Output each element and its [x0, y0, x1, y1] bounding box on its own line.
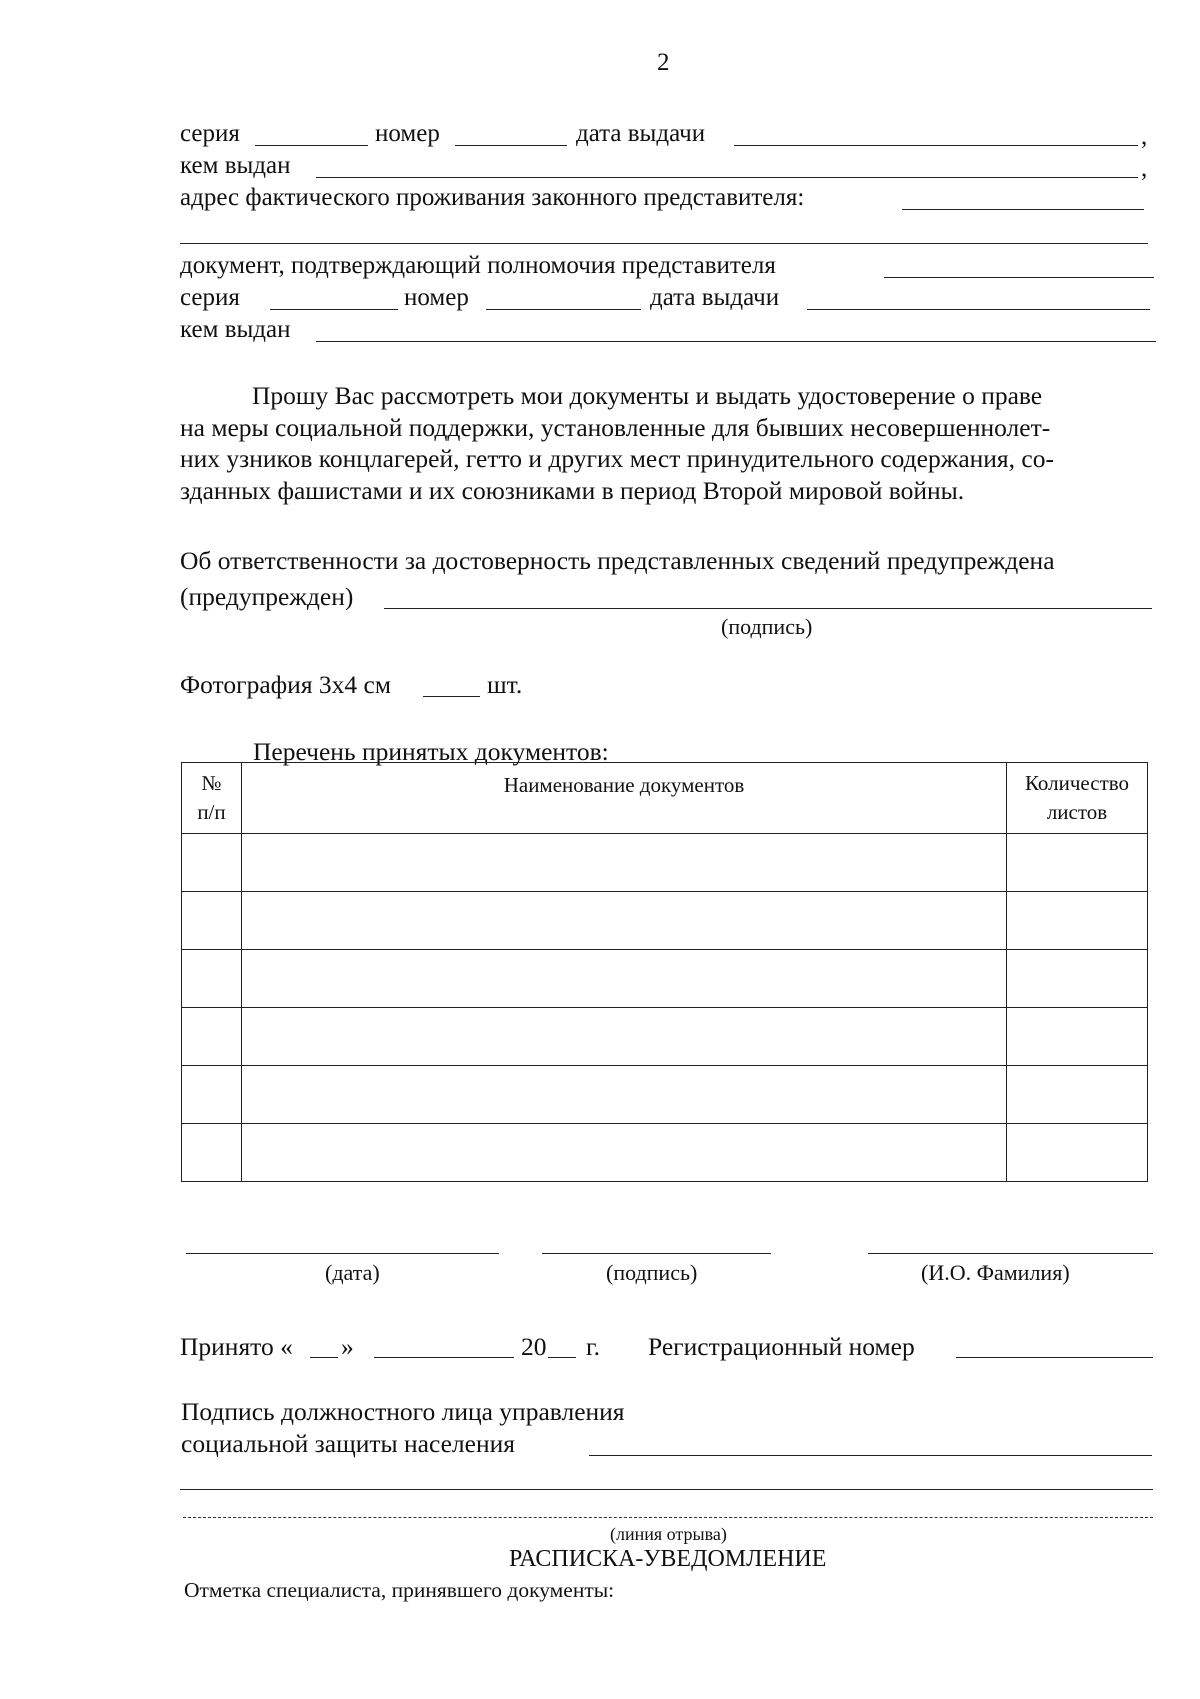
- cell-document-name[interactable]: [241, 1008, 1006, 1066]
- official-signature-field[interactable]: [589, 1455, 1152, 1456]
- document-label: документ, подтверждающий полномочия представителя: [180, 252, 776, 279]
- kem-vydan-label-2: кем выдан: [180, 316, 291, 343]
- official-label-1: Подпись должностного лица управления: [181, 1397, 625, 1426]
- address-field[interactable]: [902, 209, 1144, 210]
- cell-sheet-count[interactable]: [1007, 950, 1148, 1008]
- responsibility-text: Об ответственности за достоверность представленных сведений предупреждена: [180, 546, 1055, 575]
- photo-unit: шт.: [487, 670, 523, 699]
- cell-sheet-count[interactable]: [1007, 892, 1148, 950]
- photo-count-field[interactable]: [423, 696, 480, 697]
- table-row: [182, 1008, 1148, 1066]
- responsibility-signature-field[interactable]: [384, 608, 1152, 609]
- name-caption: (И.О. Фамилия): [921, 1260, 1070, 1285]
- cell-number[interactable]: [182, 1008, 242, 1066]
- tear-line-caption: (линия отрыва): [610, 1524, 727, 1544]
- data-vydachi-label-2: дата выдачи: [650, 284, 780, 311]
- date-field[interactable]: [186, 1253, 499, 1254]
- data-vydachi-field[interactable]: [734, 145, 1138, 146]
- kem-vydan-field-2[interactable]: [316, 341, 1156, 342]
- official-label-2: социальной защиты населения: [181, 1429, 515, 1458]
- cell-document-name[interactable]: [241, 1066, 1006, 1124]
- nomer-field[interactable]: [455, 145, 567, 146]
- signature-caption-2: (подпись): [606, 1260, 698, 1285]
- registration-label: Регистрационный номер: [648, 1332, 915, 1361]
- seria-field-2[interactable]: [270, 309, 398, 310]
- header-number: [182, 763, 242, 834]
- request-paragraph: [180, 380, 1158, 506]
- cell-document-name[interactable]: [241, 950, 1006, 1008]
- cell-number[interactable]: [182, 950, 242, 1008]
- receipt-title: РАСПИСКА-УВЕДОМЛЕНИЕ: [509, 1546, 827, 1572]
- nomer-field-2[interactable]: [486, 309, 641, 310]
- table-row: [182, 1066, 1148, 1124]
- kem-vydan-label: кем выдан: [180, 152, 291, 179]
- seria-label: серия: [180, 120, 240, 147]
- documents-table: [181, 762, 1148, 1182]
- table-row: [182, 1124, 1148, 1182]
- request-line-1: Прошу Вас рассмотреть мои документы и выдать удостоверение о праве: [252, 381, 1043, 410]
- tear-line: [183, 1517, 1153, 1518]
- official-signature-field-continued[interactable]: [180, 1489, 1153, 1490]
- header-count-line-1: Количество: [1024, 771, 1130, 795]
- comma: ,: [1141, 155, 1148, 182]
- seria-field[interactable]: [255, 145, 368, 146]
- accepted-year-prefix: 20: [521, 1332, 547, 1361]
- header-number-line-2: п/п: [197, 800, 226, 824]
- header-document-name: Наименование документов: [241, 763, 1006, 834]
- cell-number[interactable]: [182, 892, 242, 950]
- specialist-mark-label: Отметка специалиста, принявшего документы:: [184, 1578, 615, 1602]
- cell-document-name[interactable]: [241, 1124, 1006, 1182]
- cell-document-name[interactable]: [241, 834, 1006, 892]
- cell-number[interactable]: [182, 834, 242, 892]
- document-field[interactable]: [884, 277, 1154, 278]
- table-row: [182, 834, 1148, 892]
- comma: ,: [1141, 123, 1148, 150]
- cell-number[interactable]: [182, 1066, 242, 1124]
- request-line-4: зданных фашистами и их союзниками в период Второй мировой войны.: [180, 475, 965, 505]
- page-number: 2: [657, 49, 670, 76]
- request-line-2: на меры социальной поддержки, установленные для бывших несовершеннолет-: [180, 412, 1051, 442]
- cell-number[interactable]: [182, 1124, 242, 1182]
- documents-table-caption: Перечень принятых документов:: [253, 737, 609, 766]
- cell-sheet-count[interactable]: [1007, 1124, 1148, 1182]
- kem-vydan-field[interactable]: [316, 177, 1138, 178]
- address-field-continued[interactable]: [180, 243, 1148, 244]
- accepted-month-field[interactable]: [374, 1357, 514, 1358]
- accepted-day-field[interactable]: [310, 1357, 338, 1358]
- registration-number-field[interactable]: [956, 1357, 1153, 1358]
- name-field[interactable]: [868, 1253, 1153, 1254]
- accepted-year-suffix: г.: [586, 1332, 600, 1361]
- cell-sheet-count[interactable]: [1007, 1008, 1148, 1066]
- table-row: [182, 892, 1148, 950]
- accepted-prefix: Принято «: [180, 1332, 293, 1361]
- header-sheet-count: [1007, 763, 1148, 834]
- cell-sheet-count[interactable]: [1007, 1066, 1148, 1124]
- request-line-3: них узников концлагерей, гетто и других мест принудительного содержания, со-: [180, 444, 1054, 473]
- accepted-close-quote: »: [341, 1332, 354, 1361]
- data-vydachi-field-2[interactable]: [807, 309, 1150, 310]
- cell-document-name[interactable]: [241, 892, 1006, 950]
- accepted-year-field[interactable]: [548, 1357, 576, 1358]
- nomer-label: номер: [375, 120, 440, 147]
- table-header-row: [182, 763, 1148, 834]
- header-count-line-2: листов: [1046, 800, 1108, 824]
- cell-sheet-count[interactable]: [1007, 834, 1148, 892]
- responsibility-text-2: (предупрежден): [180, 582, 354, 611]
- photo-label: Фотография 3х4 см: [180, 670, 391, 699]
- data-vydachi-label: дата выдачи: [576, 120, 706, 147]
- table-row: [182, 950, 1148, 1008]
- signature-field[interactable]: [542, 1253, 771, 1254]
- nomer-label-2: номер: [404, 284, 469, 311]
- seria-label-2: серия: [180, 284, 240, 311]
- address-label: адрес фактического проживания законного представителя:: [180, 184, 805, 211]
- date-caption: (дата): [325, 1260, 380, 1285]
- header-number-line-1: №: [201, 771, 222, 795]
- signature-caption: (подпись): [721, 614, 813, 639]
